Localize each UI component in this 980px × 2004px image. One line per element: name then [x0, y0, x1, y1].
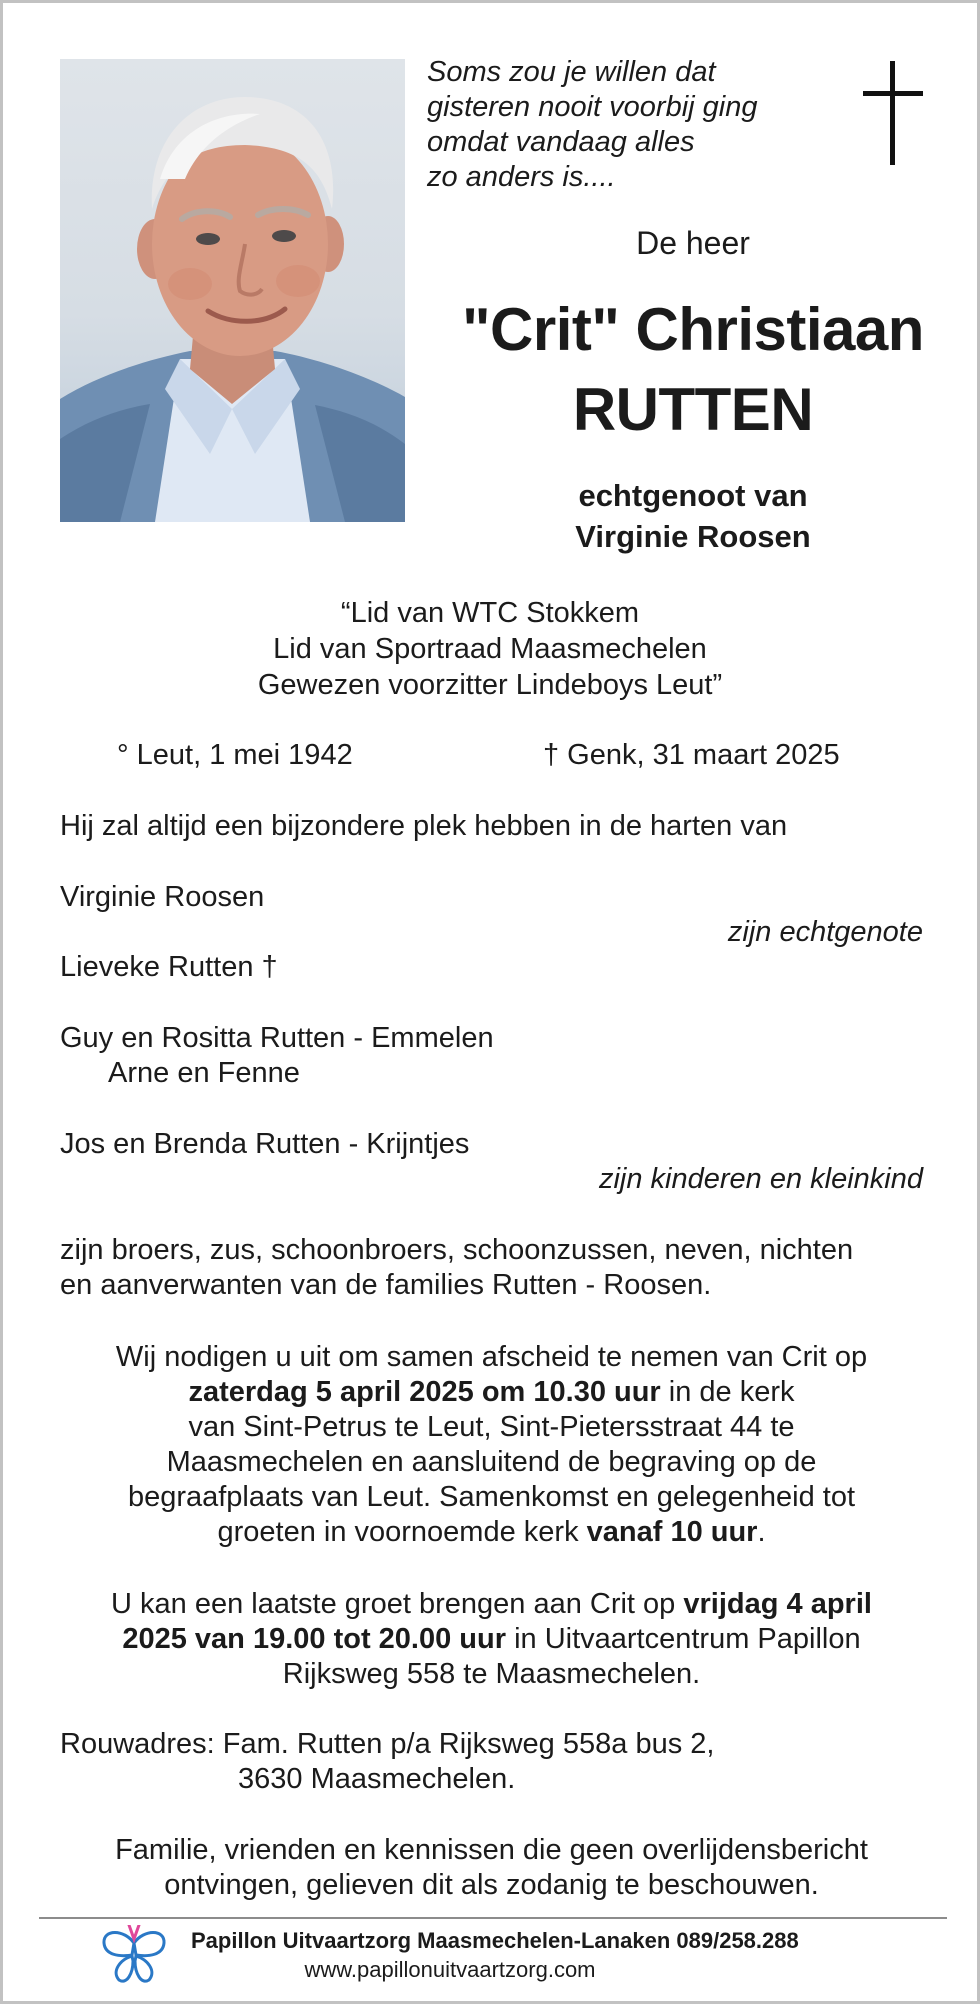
ceremony-line: groeten in voornoemde kerk vanaf 10 uur.	[217, 1516, 766, 1548]
family-intro: Hij zal altijd een bijzondere plek hebben in de harten van	[60, 810, 788, 842]
company-phone: 089/258.288	[676, 1928, 799, 1953]
quote-line: “Lid van WTC Stokkem	[340, 597, 640, 629]
children-role: zijn kinderen en kleinkind	[598, 1163, 923, 1195]
visitation-line: 2025 van 19.00 tot 20.00 uur in Uitvaartcentrum Papillon	[122, 1623, 861, 1655]
quote-line: Gewezen voorzitter Lindeboys Leut”	[257, 669, 723, 701]
visitation-line: U kan een laatste groet brengen aan Crit op vrijdag 4 april	[111, 1588, 872, 1620]
motto-line: omdat vandaag alles	[427, 126, 695, 158]
ceremony-line: Maasmechelen en aansluitend de begraving op de	[166, 1446, 817, 1478]
company-website-link[interactable]: www.papillonuitvaartzorg.com	[304, 1957, 596, 1982]
family-child: Lieveke Rutten †	[60, 951, 278, 983]
visitation-line: Rijksweg 558 te Maasmechelen.	[282, 1658, 701, 1690]
spouse-name: Virginie Roosen	[575, 519, 811, 554]
mourning-address-city: 3630 Maasmechelen.	[238, 1763, 516, 1795]
spouse-relation: echtgenoot van	[578, 478, 808, 513]
family-child: Guy en Rositta Rutten - Emmelen	[60, 1022, 494, 1054]
closing-line: Familie, vrienden en kennissen die geen overlijdensbericht	[115, 1834, 868, 1866]
deceased-surname: RUTTEN	[572, 376, 814, 443]
visitation-time: 2025 van 19.00 tot 20.00 uur	[122, 1623, 507, 1655]
papillon-butterfly-logo-icon	[99, 1925, 169, 1985]
closing-line: ontvingen, gelieven dit als zodanig te beschouwen.	[164, 1869, 819, 1901]
ceremony-line: begraafplaats van Leut. Samenkomst en gelegenheid tot	[127, 1481, 856, 1513]
gathering-time: vanaf 10 uur	[586, 1516, 758, 1548]
deceased-name: "Crit" Christiaan	[462, 296, 924, 363]
motto	[427, 55, 847, 195]
footer-divider	[39, 1917, 947, 1919]
portrait-photo	[60, 59, 405, 522]
ceremony-line: zaterdag 5 april 2025 om 10.30 uur in de kerk	[188, 1376, 795, 1408]
death-info: † Genk, 31 maart 2025	[543, 739, 840, 771]
visitation-date: vrijdag 4 april	[683, 1588, 872, 1620]
ceremony-line: van Sint-Petrus te Leut, Sint-Pietersstraat 44 te	[188, 1411, 795, 1443]
family-spouse: Virginie Roosen	[60, 881, 265, 913]
quote-line: Lid van Sportraad Maasmechelen	[273, 633, 707, 665]
cross-icon	[863, 61, 923, 165]
ceremony-line: Wij nodigen u uit om samen afscheid te nemen van Crit op	[115, 1341, 868, 1373]
footer-company-line	[191, 1927, 799, 1955]
birth-info: ° Leut, 1 mei 1942	[117, 739, 353, 771]
mourning-address: Rouwadres: Fam. Rutten p/a Rijksweg 558a bus 2,	[60, 1728, 715, 1760]
motto-line: gisteren nooit voorbij ging	[427, 91, 758, 123]
family-grandchildren: Arne en Fenne	[108, 1057, 300, 1089]
ceremony-date: zaterdag 5 april 2025 om 10.30 uur	[188, 1376, 661, 1408]
salutation: De heer	[636, 225, 750, 261]
motto-line: Soms zou je willen dat	[427, 56, 716, 88]
company-name: Papillon Uitvaartzorg Maasmechelen-Lanaken	[191, 1928, 671, 1953]
relatives-line: en aanverwanten van de families Rutten - Roosen.	[60, 1269, 712, 1301]
family-child: Jos en Brenda Rutten - Krijntjes	[60, 1128, 470, 1160]
spouse-role: zijn echtgenote	[727, 916, 923, 948]
motto-line: zo anders is....	[427, 161, 616, 193]
relatives-line: zijn broers, zus, schoonbroers, schoonzussen, neven, nichten	[60, 1234, 854, 1266]
